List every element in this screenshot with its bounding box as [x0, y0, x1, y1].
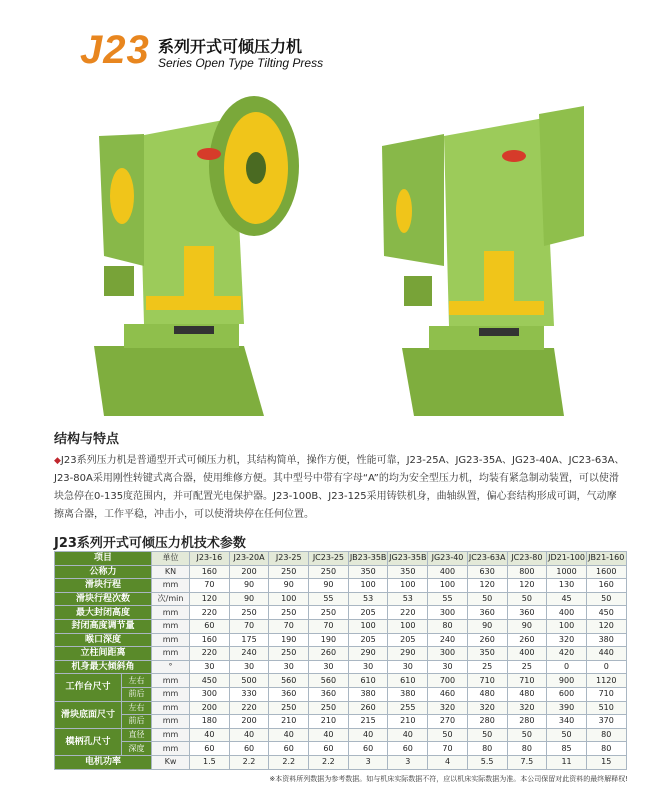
row-sublabel: 前后	[122, 687, 152, 701]
header-model: J23-16	[190, 552, 230, 566]
row-value: 280	[467, 715, 507, 729]
row-value: 130	[547, 579, 587, 593]
row-value: 320	[547, 633, 587, 647]
row-value: 560	[309, 674, 349, 688]
table-row	[55, 606, 627, 620]
row-value: 160	[586, 579, 626, 593]
row-value: 80	[586, 742, 626, 756]
row-value: 190	[269, 633, 309, 647]
row-unit: mm	[152, 606, 190, 620]
row-value: 190	[309, 633, 349, 647]
row-value: 100	[269, 592, 309, 606]
row-unit: mm	[152, 633, 190, 647]
row-value: 290	[388, 647, 428, 661]
row-value: 30	[309, 660, 349, 674]
row-value: 700	[428, 674, 468, 688]
row-value: 30	[348, 660, 388, 674]
row-value: 50	[507, 592, 547, 606]
row-value: 90	[269, 579, 309, 593]
row-sublabel: 左右	[122, 701, 152, 715]
diamond-bullet-icon: ◆	[54, 456, 61, 466]
row-value: 450	[190, 674, 230, 688]
row-unit: mm	[152, 701, 190, 715]
row-value: 55	[309, 592, 349, 606]
row-value: 85	[547, 742, 587, 756]
row-value: 300	[428, 606, 468, 620]
row-value: 1.5	[190, 755, 230, 769]
row-value: 160	[190, 565, 230, 579]
row-label: 机身最大倾斜角	[55, 660, 152, 674]
row-value: 205	[348, 633, 388, 647]
row-unit: mm	[152, 579, 190, 593]
row-value: 70	[428, 742, 468, 756]
row-unit: mm	[152, 674, 190, 688]
row-value: 90	[467, 619, 507, 633]
row-value: 25	[467, 660, 507, 674]
row-value: 320	[507, 701, 547, 715]
row-value: 45	[547, 592, 587, 606]
row-value: 100	[428, 579, 468, 593]
row-value: 30	[269, 660, 309, 674]
row-value: 0	[586, 660, 626, 674]
row-value: 710	[467, 674, 507, 688]
row-value: 5.5	[467, 755, 507, 769]
row-value: 50	[507, 728, 547, 742]
row-value: 360	[309, 687, 349, 701]
row-sublabel: 深度	[122, 742, 152, 756]
row-value: 70	[190, 579, 230, 593]
row-label: 立柱间距离	[55, 647, 152, 661]
row-value: 290	[348, 647, 388, 661]
row-value: 380	[388, 687, 428, 701]
row-value: 2.2	[229, 755, 269, 769]
row-value: 50	[467, 728, 507, 742]
row-value: 320	[467, 701, 507, 715]
row-value: 205	[348, 606, 388, 620]
row-value: 380	[586, 633, 626, 647]
row-value: 120	[586, 619, 626, 633]
row-value: 70	[269, 619, 309, 633]
press-machine-left	[94, 96, 299, 416]
row-value: 50	[547, 728, 587, 742]
row-value: 300	[428, 647, 468, 661]
row-value: 360	[507, 606, 547, 620]
spec-table	[54, 551, 627, 770]
row-value: 175	[229, 633, 269, 647]
table-row	[55, 633, 627, 647]
row-value: 350	[388, 565, 428, 579]
group-label: 模柄孔尺寸	[55, 728, 122, 755]
row-value: 370	[586, 715, 626, 729]
header-model: JG23-40	[428, 552, 468, 566]
row-value: 100	[348, 619, 388, 633]
row-value: 450	[586, 606, 626, 620]
row-value: 30	[229, 660, 269, 674]
row-value: 30	[388, 660, 428, 674]
row-value: 40	[269, 728, 309, 742]
row-value: 2.2	[269, 755, 309, 769]
press-machine-right	[382, 106, 584, 416]
table-header-row	[55, 552, 627, 566]
row-value: 3	[348, 755, 388, 769]
row-value: 215	[348, 715, 388, 729]
row-value: 420	[547, 647, 587, 661]
row-value: 90	[309, 579, 349, 593]
table-row	[55, 592, 627, 606]
row-value: 55	[428, 592, 468, 606]
title-chinese: 系列开式可倾压力机	[158, 37, 303, 56]
header-model: JB23-35B	[348, 552, 388, 566]
row-value: 1120	[586, 674, 626, 688]
row-value: 255	[388, 701, 428, 715]
row-value: 80	[586, 728, 626, 742]
row-value: 350	[348, 565, 388, 579]
row-value: 100	[547, 619, 587, 633]
row-label: 滑块行程次数	[55, 592, 152, 606]
header-item: 项目	[55, 552, 152, 566]
row-value: 210	[388, 715, 428, 729]
row-value: 160	[190, 633, 230, 647]
row-value: 1000	[547, 565, 587, 579]
row-value: 4	[428, 755, 468, 769]
row-value: 60	[388, 742, 428, 756]
row-value: 480	[467, 687, 507, 701]
header-model: JG23-35B	[388, 552, 428, 566]
table-row	[55, 619, 627, 633]
row-value: 300	[190, 687, 230, 701]
row-value: 30	[428, 660, 468, 674]
row-value: 340	[547, 715, 587, 729]
spec-table-heading: J23系列开式可倾压力机技术参数	[54, 536, 246, 551]
row-value: 3	[388, 755, 428, 769]
row-value: 50	[467, 592, 507, 606]
row-unit: mm	[152, 687, 190, 701]
footnote: ※本资料所列数据为参考数据。如与机床实际数据不符，应以机床实际数据为准。本公司保留对此资料的最终解释权!	[269, 775, 628, 783]
row-value: 100	[348, 579, 388, 593]
row-value: 120	[507, 579, 547, 593]
row-value: 100	[388, 579, 428, 593]
row-value: 90	[229, 592, 269, 606]
row-value: 60	[348, 742, 388, 756]
row-value: 560	[269, 674, 309, 688]
row-value: 100	[388, 619, 428, 633]
table-row	[55, 701, 627, 715]
row-value: 60	[229, 742, 269, 756]
row-unit: 次/min	[152, 592, 190, 606]
row-value: 250	[229, 606, 269, 620]
row-value: 260	[467, 633, 507, 647]
row-value: 320	[428, 701, 468, 715]
row-value: 80	[428, 619, 468, 633]
row-value: 120	[190, 592, 230, 606]
row-label: 公称力	[55, 565, 152, 579]
features-body: J23系列压力机是普通型开式可倾压力机，其结构简单，操作方便，性能可靠，J23-25A、JG23-35A、JG23-40A、JC23-63A、J23-80A采用刚性转键式离合器，使用维修方便。其中型号中带有字母“A”的均为安全型压力机，均装有紧急制动装置，可以使滑块急停在0-135度范围内，并可配置光电保护器。J23-100B、J23-125采用铸铁机身，曲轴纵置，偏心套结构形成可调，气动摩擦离合器，工作平稳，冲击小，可以使滑块停在任何位置。	[54, 455, 625, 520]
header-model: JD21-100	[547, 552, 587, 566]
row-label: 封闭高度调节量	[55, 619, 152, 633]
header-model: J23-25	[269, 552, 309, 566]
row-unit: mm	[152, 647, 190, 661]
table-row	[55, 715, 627, 729]
header-unit: 单位	[152, 552, 190, 566]
row-label: 最大封闭高度	[55, 606, 152, 620]
table-row	[55, 687, 627, 701]
row-value: 180	[190, 715, 230, 729]
row-value: 40	[388, 728, 428, 742]
row-unit: Kw	[152, 755, 190, 769]
row-value: 1600	[586, 565, 626, 579]
row-value: 400	[547, 606, 587, 620]
row-value: 400	[428, 565, 468, 579]
row-value: 210	[309, 715, 349, 729]
row-value: 260	[348, 701, 388, 715]
row-value: 40	[229, 728, 269, 742]
row-value: 220	[388, 606, 428, 620]
row-value: 250	[309, 701, 349, 715]
row-value: 50	[586, 592, 626, 606]
row-value: 80	[467, 742, 507, 756]
row-value: 600	[547, 687, 587, 701]
row-value: 200	[229, 565, 269, 579]
row-value: 280	[507, 715, 547, 729]
row-unit: mm	[152, 742, 190, 756]
row-value: 70	[229, 619, 269, 633]
row-value: 120	[467, 579, 507, 593]
row-value: 53	[348, 592, 388, 606]
row-value: 270	[428, 715, 468, 729]
row-value: 710	[507, 674, 547, 688]
row-value: 40	[309, 728, 349, 742]
row-sublabel: 直径	[122, 728, 152, 742]
row-value: 630	[467, 565, 507, 579]
row-value: 200	[229, 715, 269, 729]
header-model: J23-20A	[229, 552, 269, 566]
header-model: JC23-25	[309, 552, 349, 566]
row-value: 50	[428, 728, 468, 742]
row-value: 240	[229, 647, 269, 661]
row-value: 60	[309, 742, 349, 756]
row-value: 40	[190, 728, 230, 742]
table-row	[55, 565, 627, 579]
row-value: 205	[388, 633, 428, 647]
header-model: JB21-160	[586, 552, 626, 566]
row-unit: °	[152, 660, 190, 674]
row-sublabel: 前后	[122, 715, 152, 729]
row-value: 53	[388, 592, 428, 606]
row-value: 2.2	[309, 755, 349, 769]
row-value: 70	[309, 619, 349, 633]
row-value: 250	[269, 647, 309, 661]
table-row	[55, 660, 627, 674]
row-value: 800	[507, 565, 547, 579]
row-value: 250	[269, 565, 309, 579]
row-value: 30	[190, 660, 230, 674]
row-value: 460	[428, 687, 468, 701]
row-value: 240	[428, 633, 468, 647]
group-label: 滑块底面尺寸	[55, 701, 122, 728]
row-value: 250	[269, 701, 309, 715]
row-value: 15	[586, 755, 626, 769]
table-row	[55, 647, 627, 661]
row-unit: KN	[152, 565, 190, 579]
table-row	[55, 728, 627, 742]
row-value: 440	[586, 647, 626, 661]
table-row	[55, 674, 627, 688]
row-unit: mm	[152, 619, 190, 633]
row-label: 滑块行程	[55, 579, 152, 593]
row-value: 360	[269, 687, 309, 701]
row-value: 220	[190, 647, 230, 661]
row-value: 390	[547, 701, 587, 715]
row-value: 250	[269, 606, 309, 620]
table-row	[55, 742, 627, 756]
row-value: 210	[269, 715, 309, 729]
row-unit: mm	[152, 715, 190, 729]
row-value: 60	[190, 742, 230, 756]
row-value: 900	[547, 674, 587, 688]
row-value: 610	[348, 674, 388, 688]
row-value: 360	[467, 606, 507, 620]
row-value: 500	[229, 674, 269, 688]
row-value: 60	[190, 619, 230, 633]
header-model: JC23-63A	[467, 552, 507, 566]
row-value: 7.5	[507, 755, 547, 769]
row-value: 250	[309, 565, 349, 579]
row-value: 200	[190, 701, 230, 715]
row-value: 60	[269, 742, 309, 756]
row-value: 260	[507, 633, 547, 647]
row-value: 25	[507, 660, 547, 674]
row-value: 400	[507, 647, 547, 661]
table-row	[55, 755, 627, 769]
row-value: 90	[229, 579, 269, 593]
row-unit: mm	[152, 728, 190, 742]
group-label: 工作台尺寸	[55, 674, 122, 701]
header-model: JC23-80	[507, 552, 547, 566]
row-value: 11	[547, 755, 587, 769]
row-value: 40	[348, 728, 388, 742]
row-value: 510	[586, 701, 626, 715]
row-value: 220	[229, 701, 269, 715]
row-value: 380	[348, 687, 388, 701]
title-english: Series Open Type Tilting Press	[158, 56, 324, 70]
table-row	[55, 579, 627, 593]
row-label: 电机功率	[55, 755, 152, 769]
row-value: 330	[229, 687, 269, 701]
row-sublabel: 左右	[122, 674, 152, 688]
row-value: 250	[309, 606, 349, 620]
press-machine-photos	[84, 96, 596, 416]
row-value: 350	[467, 647, 507, 661]
row-label: 喉口深度	[55, 633, 152, 647]
row-value: 610	[388, 674, 428, 688]
series-logo: J23	[80, 28, 150, 72]
row-value: 0	[547, 660, 587, 674]
row-value: 90	[507, 619, 547, 633]
row-value: 80	[507, 742, 547, 756]
features-heading: 结构与特点	[54, 432, 120, 447]
row-value: 710	[586, 687, 626, 701]
features-text	[54, 452, 626, 524]
features-section	[54, 428, 626, 524]
row-value: 220	[190, 606, 230, 620]
row-value: 480	[507, 687, 547, 701]
row-value: 260	[309, 647, 349, 661]
